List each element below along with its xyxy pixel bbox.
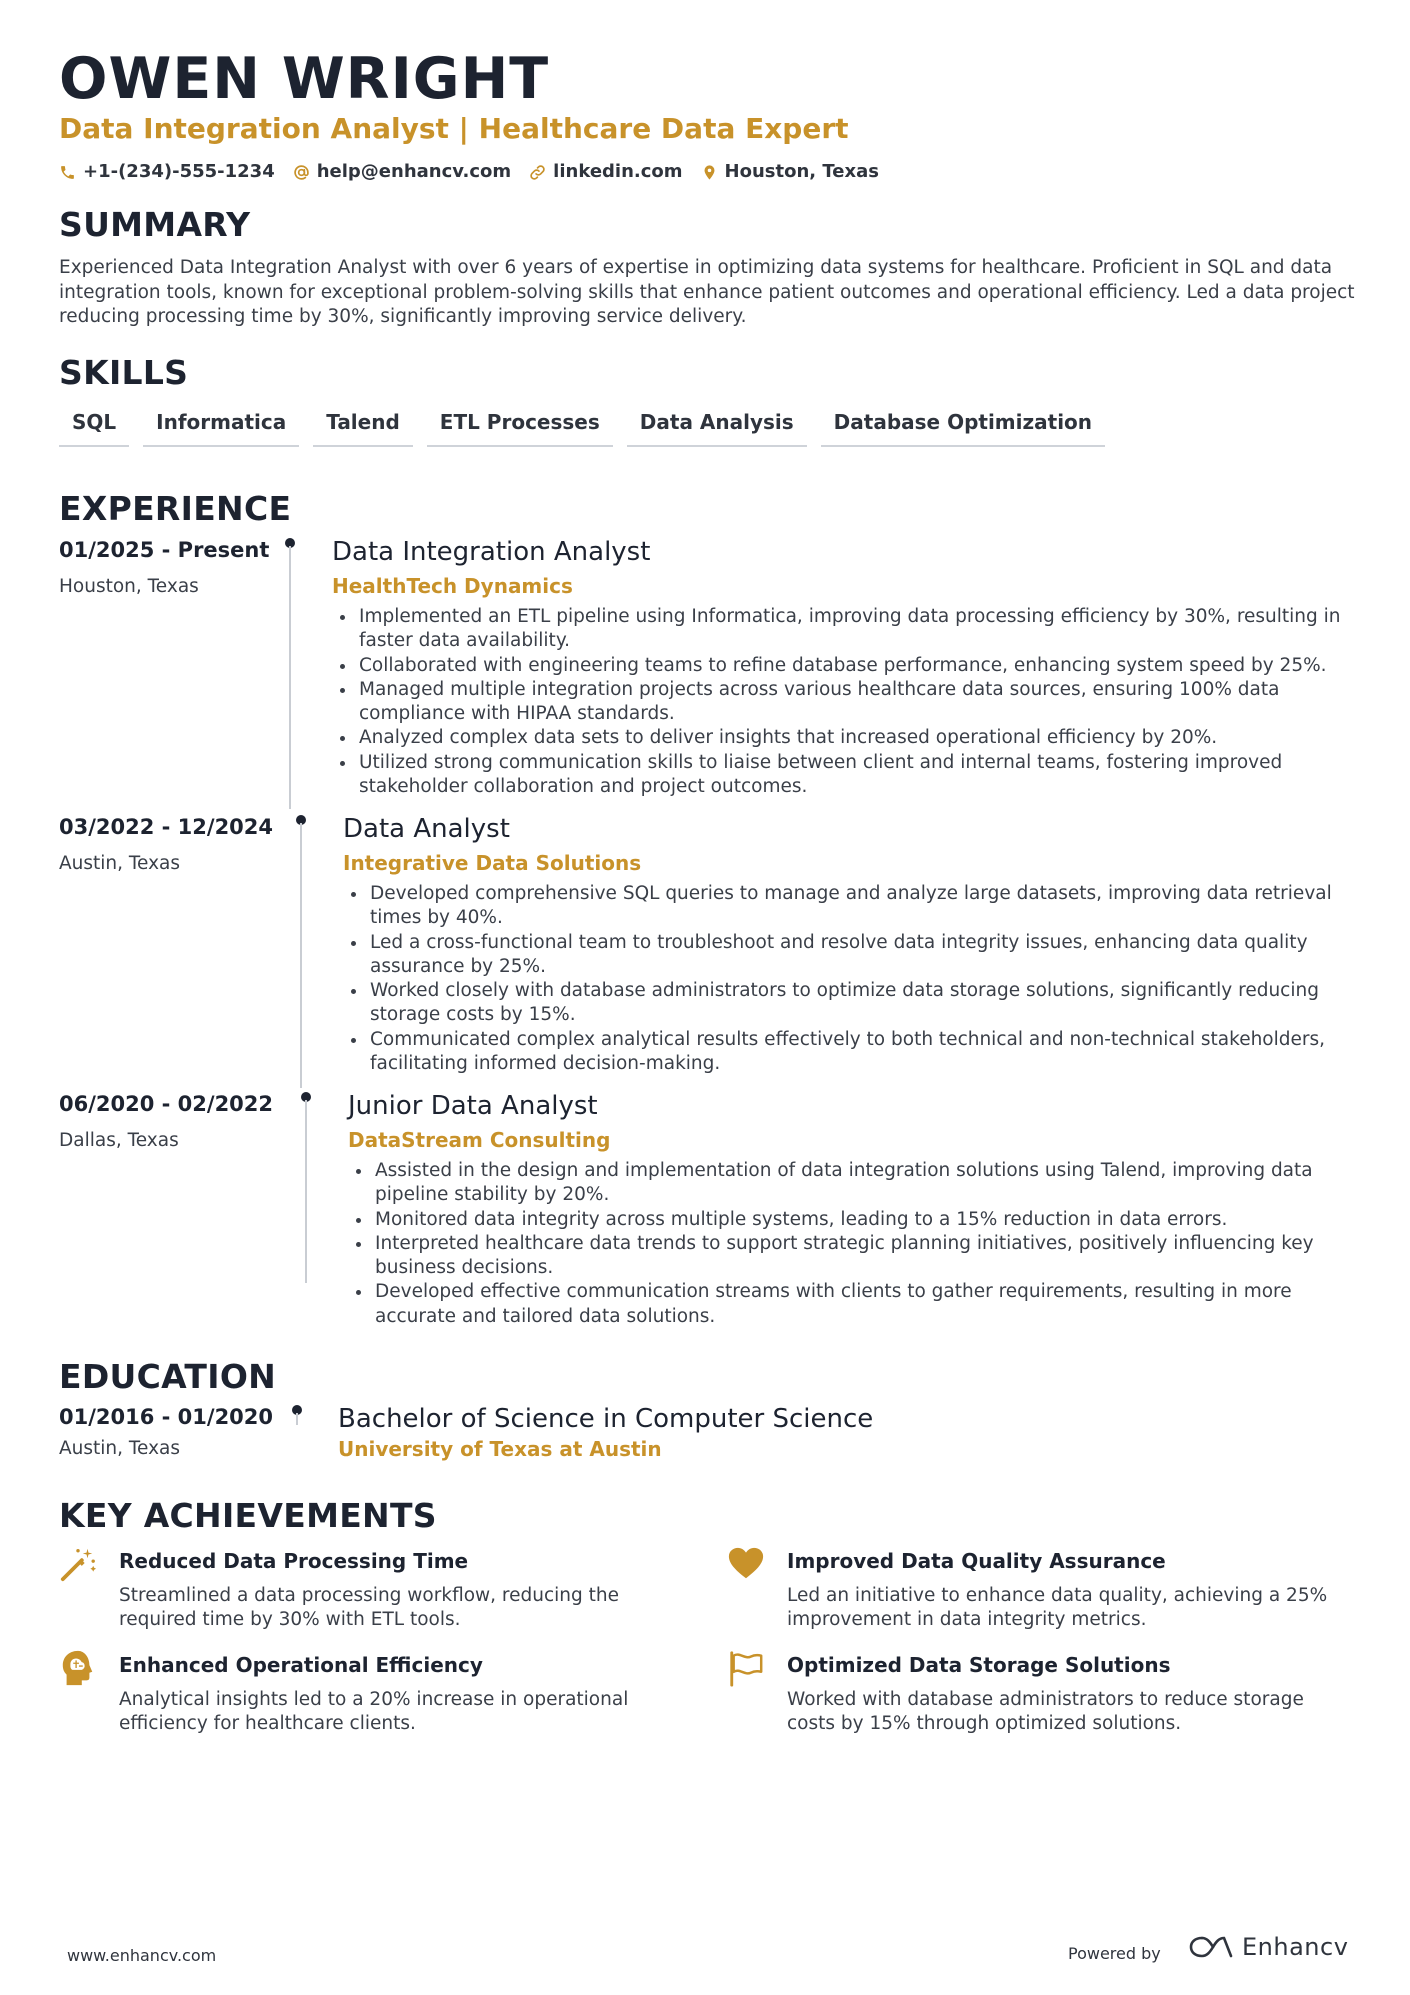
experience-role: Data Integration Analyst — [332, 537, 651, 567]
list-item: Collaborated with engineering teams to refine database performance, enhancing system speed by 25%. — [332, 654, 1372, 678]
achievement-text: Worked with database administrators to reduce storage costs by 15% through optimized solutions. — [787, 1689, 1304, 1735]
experience-entry — [59, 813, 1369, 1088]
skill-tag: Database Optimization — [821, 410, 1105, 447]
experience-bullets — [343, 882, 1373, 1076]
skills-list — [59, 410, 1105, 447]
education-date: 01/2016 - 01/2020 — [59, 1405, 274, 1429]
enhancv-logo-icon — [1188, 1933, 1234, 1961]
experience-entry — [59, 536, 1369, 811]
contact-email-text: help@enhancv.com — [316, 161, 512, 182]
skill-tag: Data Analysis — [627, 410, 807, 447]
education-entry — [59, 1403, 1369, 1473]
achievement-text: Streamlined a data processing workflow, reducing the required time by 30% with ETL tools. — [119, 1585, 619, 1631]
achievement-text: Led an initiative to enhance data quality, achieving a 25% improvement in data integrity metrics. — [787, 1585, 1328, 1631]
contact-email[interactable] — [293, 160, 511, 184]
magic-wand-icon — [59, 1545, 97, 1583]
achievement-title: Improved Data Quality Assurance — [787, 1549, 1166, 1573]
education-heading: EDUCATION — [59, 1357, 277, 1396]
candidate-headline: Data Integration Analyst | Healthcare Data Expert — [59, 112, 849, 145]
summary-heading: SUMMARY — [59, 205, 251, 244]
education-location: Austin, Texas — [59, 1438, 181, 1459]
experience-company: HealthTech Dynamics — [332, 574, 573, 598]
footer-url[interactable]: www.enhancv.com — [67, 1946, 217, 1965]
list-item: Worked closely with database administrators to optimize data storage solutions, significantly reducing storage costs by 15%. — [343, 979, 1373, 1028]
achievement-title: Reduced Data Processing Time — [119, 1549, 469, 1573]
list-item: Analyzed complex data sets to deliver insights that increased operational efficiency by 20%. — [332, 726, 1372, 750]
list-item: Assisted in the design and implementation of data integration solutions using Talend, improving data pipeline stability by 20%. — [348, 1159, 1368, 1208]
education-degree: Bachelor of Science in Computer Science — [338, 1404, 874, 1434]
timeline-line — [296, 1413, 298, 1425]
list-item: Developed comprehensive SQL queries to manage and analyze large datasets, improving data retrieval times by 40%. — [343, 882, 1373, 931]
contact-linkedin-text: linkedin.com — [553, 161, 683, 182]
experience-company: DataStream Consulting — [348, 1128, 611, 1152]
list-item: Utilized strong communication skills to liaise between client and internal teams, fostering improved stakeholder collaboration and project outcomes. — [332, 751, 1372, 800]
contact-phone[interactable] — [59, 160, 275, 184]
flag-icon — [727, 1649, 765, 1687]
list-item: Led a cross-functional team to troubleshoot and resolve data integrity issues, enhancing data quality assurance by 25%. — [343, 931, 1373, 980]
experience-bullets — [332, 605, 1372, 799]
education-school: University of Texas at Austin — [338, 1437, 662, 1461]
skill-tag: ETL Processes — [427, 410, 613, 447]
brand-name: Enhancv — [1242, 1933, 1349, 1961]
experience-location: Houston, Texas — [59, 576, 199, 597]
skills-heading: SKILLS — [59, 353, 189, 392]
skill-tag: Talend — [313, 410, 413, 447]
summary-text: Experienced Data Integration Analyst with over 6 years of expertise in optimizing data systems for healthcare. Proficient in SQL and data integration tools, known for exceptional problem-solving skills that enhance patient outcomes and operational efficiency. Led a data project reducing processing time by 30%, significantly improving service delivery. — [59, 257, 1355, 327]
experience-heading: EXPERIENCE — [59, 489, 292, 528]
heart-icon — [727, 1545, 765, 1583]
list-item: Developed effective communication streams with clients to gather requirements, resulting in more accurate and tailored data solutions. — [348, 1280, 1368, 1329]
powered-by-label: Powered by — [1068, 1944, 1161, 1963]
experience-date: 06/2020 - 02/2022 — [59, 1092, 274, 1116]
contact-bar — [59, 160, 879, 184]
contact-phone-text: +1-(234)-555-1234 — [83, 161, 275, 182]
timeline-line — [300, 823, 302, 1088]
contact-linkedin[interactable] — [529, 160, 682, 184]
list-item: Interpreted healthcare data trends to support strategic planning initiatives, positively influencing key business decisions. — [348, 1232, 1368, 1281]
experience-role: Data Analyst — [343, 814, 510, 844]
contact-location-text: Houston, Texas — [724, 161, 879, 182]
experience-company: Integrative Data Solutions — [343, 851, 642, 875]
achievements-heading: KEY ACHIEVEMENTS — [59, 1496, 437, 1535]
experience-location: Dallas, Texas — [59, 1130, 179, 1151]
timeline-line — [289, 546, 291, 809]
skill-tag: SQL — [59, 410, 129, 447]
achievement-title: Optimized Data Storage Solutions — [787, 1653, 1171, 1677]
experience-entry — [59, 1090, 1369, 1330]
experience-date: 01/2025 - Present — [59, 538, 270, 562]
skill-tag: Informatica — [143, 410, 299, 447]
email-icon — [293, 164, 310, 181]
list-item: Implemented an ETL pipeline using Informatica, improving data processing efficiency by 30%, resulting in faster data availability. — [332, 605, 1372, 654]
list-item: Monitored data integrity across multiple systems, leading to a 15% reduction in data errors. — [348, 1208, 1368, 1232]
experience-role: Junior Data Analyst — [348, 1091, 598, 1121]
experience-bullets — [348, 1159, 1368, 1329]
experience-location: Austin, Texas — [59, 853, 181, 874]
head-brain-icon — [59, 1649, 97, 1687]
brand-logo[interactable] — [1188, 1933, 1348, 1961]
timeline-line — [305, 1100, 307, 1283]
experience-date: 03/2022 - 12/2024 — [59, 815, 274, 839]
contact-location — [701, 160, 879, 184]
candidate-name: OWEN WRIGHT — [59, 46, 550, 112]
list-item: Communicated complex analytical results effectively to both technical and non-technical stakeholders, facilitating informed decision-making. — [343, 1028, 1373, 1077]
achievement-title: Enhanced Operational Efficiency — [119, 1653, 483, 1677]
location-icon — [701, 164, 718, 181]
phone-icon — [59, 164, 76, 181]
achievement-text: Analytical insights led to a 20% increase in operational efficiency for healthcare clients. — [119, 1689, 629, 1735]
link-icon — [529, 164, 546, 181]
list-item: Managed multiple integration projects across various healthcare data sources, ensuring 100% data compliance with HIPAA standards. — [332, 678, 1372, 727]
